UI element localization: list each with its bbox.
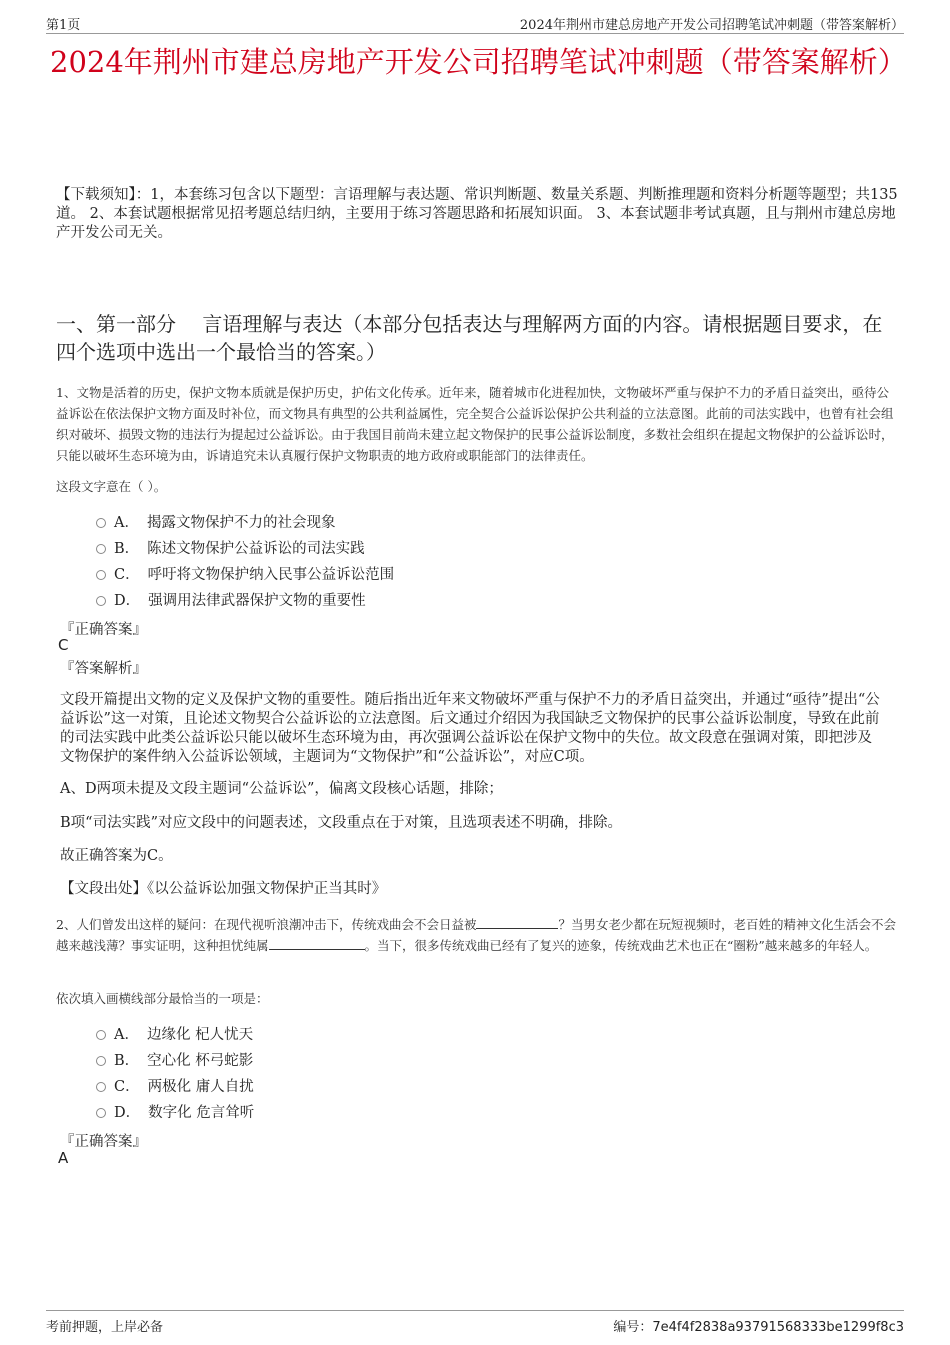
q1-option-d[interactable]: D． 强调用法律武器保护文物的重要性 (96, 586, 394, 612)
q2-option-c[interactable]: C． 两极化 庸人自扰 (96, 1072, 254, 1098)
question-1-stem: 这段文字意在（ ）。 (56, 479, 167, 494)
question-2-text: 2、人们曾发出这样的疑问：在现代视听浪潮冲击下，传统戏曲会不会日益被 ？当男女老少都在玩短视频时，老百姓的精神文化生活会不会越来越浅薄？事实证明，这种担忧纯属 。当下，很多传统戏曲已经有了复兴的迹象，传统戏曲艺术也正在“圈粉”越来越多的年轻人。 (56, 917, 896, 953)
footer-code: 编号：7e4f4f2838a93791568333be1299f8c3 (613, 1320, 904, 1335)
radio-icon[interactable] (96, 1082, 106, 1092)
q1-answer-label: 『正确答案』 (60, 622, 147, 638)
question-2-options (96, 1020, 254, 1124)
q2-answer: A (58, 1149, 69, 1167)
radio-icon[interactable] (96, 1056, 106, 1066)
document-title: 2024年荆州市建总房地产开发公司招聘笔试冲刺题（带答案解析） (50, 45, 907, 79)
radio-icon[interactable] (96, 544, 106, 554)
question-1-options (96, 508, 394, 612)
q1-option-b[interactable]: B． 陈述文物保护公益诉讼的司法实践 (96, 534, 394, 560)
download-notice: 【下载须知】：1，本套练习包含以下题型：言语理解与表达题、常识判断题、数量关系题、判断推理题和资料分析题等题型；共135道。 2、本套试题根据常见招考题总结归纳，主要用于练习答题思路和拓展知识面。 3、本套试题非考试真题，且与荆州市建总房地产开发公司无关。 (56, 187, 898, 241)
radio-icon[interactable] (96, 1030, 106, 1040)
page-footer (46, 1310, 904, 1336)
page-header (46, 12, 904, 34)
q1-analysis-paragraph: 文段开篇提出文物的定义及保护文物的重要性。随后指出近年来文物破坏严重与保护不力的矛盾日益突出，并通过“亟待”提出“公益诉讼”这一对策，且论述文物契合公益诉讼的立法意图。后文通过介绍因为我国缺乏文物保护的民事公益诉讼制度，导致在此前的司法实践中此类公益诉讼只能以破坏生态环境为由，再次强调公益诉讼在保护文物中的失位。故文段意在强调对策，即把涉及文物保护的案件纳入公益诉讼领域，主题词为“文物保护”和“公益诉讼”，对应C项。 (60, 692, 880, 765)
q1-source: 【文段出处】《以公益诉讼加强文物保护正当其时》 (60, 881, 387, 897)
radio-icon[interactable] (96, 596, 106, 606)
header-title: 2024年荆州市建总房地产开发公司招聘笔试冲刺题（带答案解析） (519, 18, 904, 33)
radio-icon[interactable] (96, 518, 106, 528)
page-number: 第1页 (46, 18, 81, 33)
q1-analysis-conclusion: 故正确答案为C。 (60, 848, 173, 864)
q2-option-d[interactable]: D． 数字化 危言耸听 (96, 1098, 254, 1124)
q2-option-b[interactable]: B． 空心化 杯弓蛇影 (96, 1046, 254, 1072)
radio-icon[interactable] (96, 1108, 106, 1118)
q1-analysis-ad: A、D两项未提及文段主题词“公益诉讼”，偏离文段核心话题，排除； (60, 781, 503, 797)
q1-answer: C (58, 636, 69, 654)
q1-option-a[interactable]: A． 揭露文物保护不力的社会现象 (96, 508, 394, 534)
section-heading: 一、第一部分 言语理解与表达（本部分包括表达与理解两方面的内容。请根据题目要求，在四个选项中选出一个最恰当的答案。） (56, 312, 883, 364)
question-2-stem: 依次填入画横线部分最恰当的一项是： (56, 991, 269, 1006)
fill-blank-1[interactable] (476, 917, 558, 929)
radio-icon[interactable] (96, 570, 106, 580)
fill-blank-2[interactable] (269, 938, 365, 950)
footer-slogan: 考前押题，上岸必备 (46, 1320, 164, 1335)
q1-option-c[interactable]: C． 呼吁将文物保护纳入民事公益诉讼范围 (96, 560, 394, 586)
q2-answer-label: 『正确答案』 (60, 1134, 147, 1150)
q1-analysis-label: 『答案解析』 (60, 661, 147, 677)
q2-option-a[interactable]: A． 边缘化 杞人忧天 (96, 1020, 254, 1046)
q1-analysis-b: B项“司法实践”对应文段中的问题表述，文段重点在于对策，且选项表述不明确，排除。 (60, 815, 622, 831)
question-1-text: 1、文物是活着的历史，保护文物本质就是保护历史，护佑文化传承。近年来，随着城市化进程加快，文物破坏严重与保护不力的矛盾日益突出，亟待公益诉讼在依法保护文物方面及时补位，而文物具有典型的公共利益属性，完全契合公益诉讼保护公共利益的立法意图。此前的司法实践中，也曾有社会组织对破坏、损毁文物的违法行为提起过公益诉讼。由于我国目前尚未建立起文物保护的民事公益诉讼制度，多数社会组织在提起文物保护的公益诉讼时，只能以破坏生态环境为由，诉请追究未认真履行保护文物职责的地方政府或职能部门的法律责任。 (56, 385, 894, 463)
